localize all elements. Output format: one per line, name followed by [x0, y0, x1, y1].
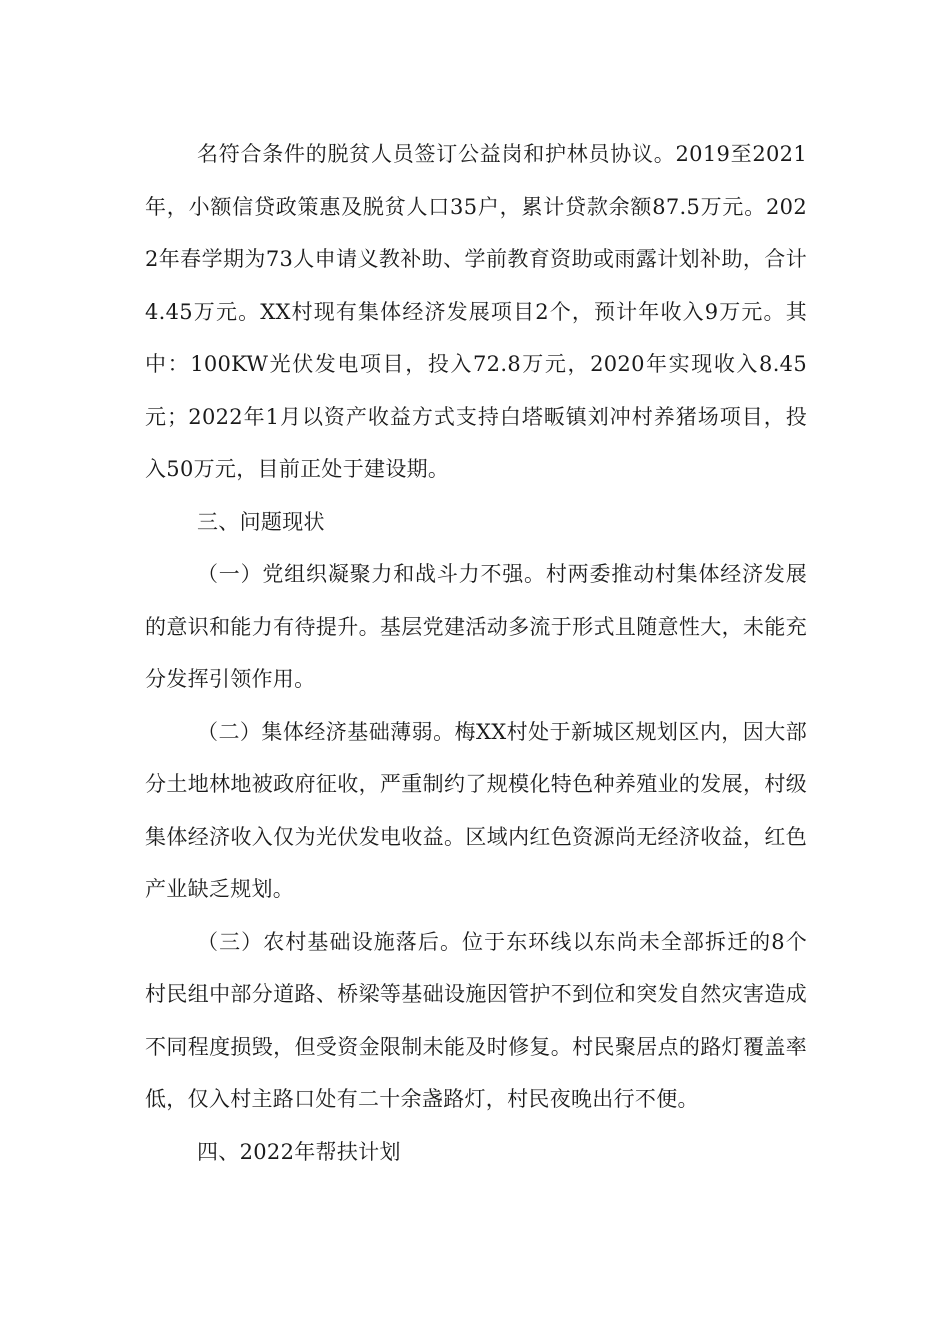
document-body [145, 128, 807, 1178]
section-heading-problems: 三、问题现状 [197, 509, 325, 534]
paragraph-poverty-aid-summary: 名符合条件的脱贫人员签订公益岗和护林员协议。2019至2021年，小额信贷政策惠及脱贫人口35户，累计贷款余额87.5万元。2022年春学期为73人申请义教补助、学前教育资助或雨露计划补助，合计4.45万元。XX村现有集体经济发展项目2个，预计年收入9万元。其中：100KW光伏发电项目，投入72.8万元，2020年实现收入8.45元；2022年1月以资产收益方式支持白塔畈镇刘冲村养猪场项目，投入50万元，目前正处于建设期。 [145, 142, 807, 481]
paragraph-infrastructure: （三）农村基础设施落后。位于东环线以东尚未全部拆迁的8个村民组中部分道路、桥梁等基础设施因管护不到位和突发自然灾害造成不同程度损毁，但受资金限制未能及时修复。村民聚居点的路灯覆盖率低，仅入村主路口处有二十余盏路灯，村民夜晚出行不便。 [145, 929, 807, 1111]
paragraph-collective-economy: （二）集体经济基础薄弱。梅XX村处于新城区规划区内，因大部分土地林地被政府征收，严重制约了规模化特色种养殖业的发展，村级集体经济收入仅为光伏发电收益。区域内红色资源尚无经济收益，红色产业缺乏规划。 [145, 719, 807, 901]
paragraph-party-organization: （一）党组织凝聚力和战斗力不强。村两委推动村集体经济发展的意识和能力有待提升。基层党建活动多流于形式且随意性大，未能充分发挥引领作用。 [145, 562, 807, 691]
section-heading-2022-plan: 四、2022年帮扶计划 [197, 1139, 401, 1164]
